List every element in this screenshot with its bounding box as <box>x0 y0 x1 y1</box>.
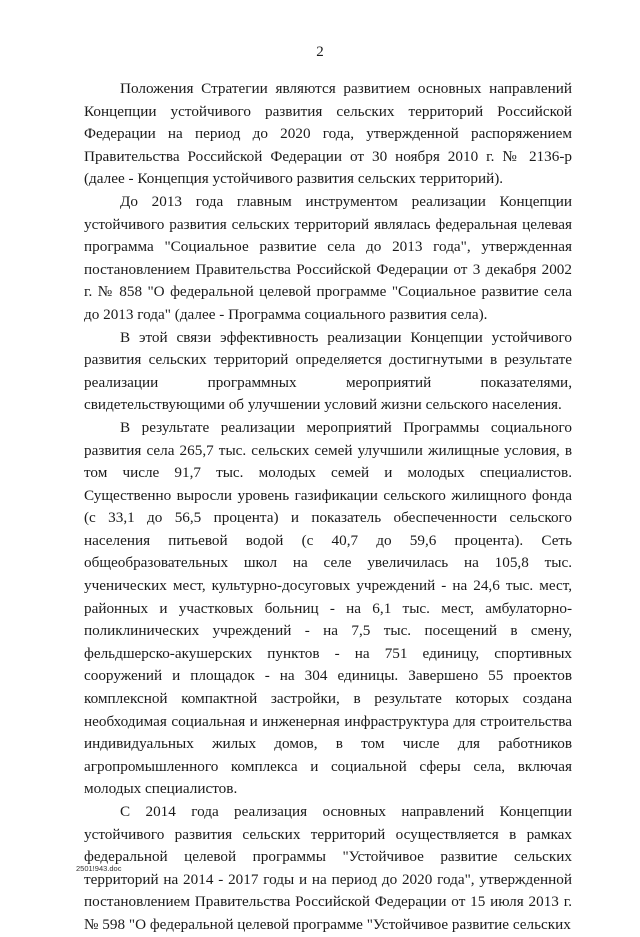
footer-filename: 2501!943.doc <box>76 864 122 873</box>
paragraph-program-results: В результате реализации мероприятий Программы социального развития села 265,7 тыс. сельских семей улучшили жилищные условия, в том числе 91,7 тыс. молодых семей и молодых специалистов. Существенно выросли уровень газификации сельского жилищного фонда (с 33,1 до 56,5 процента) и показатель обеспеченности сельского населения питьевой водой (с 40,7 до 59,6 процента). Сеть общеобразовательных школ на селе увеличилась на 105,8 тыс. ученических мест, культурно-досуговых учреждений - на 24,6 тыс. мест, районных и участковых больниц - на 6,1 тыс. мест, амбулаторно-поликлинических учреждений - на 7,5 тыс. посещений в смену, фельдшерско-акушерских пунктов - на 751 единицу, спортивных сооружений и площадок - на 304 единицы. Завершено 55 проектов комплексной компактной застройки, в результате которых создана необходимая социальная и инженерная инфраструктура для строительства индивидуальных жилых домов, в том числе для работников агропромышленного комплекса и социальной сферы села, включая молодых специалистов. <box>84 418 572 798</box>
paragraph-program-since-2014: С 2014 года реализация основных направлений Концепции устойчивого развития сельских территорий осуществляется в рамках федеральной целевой программы "Устойчивое развитие сельских территорий на 2014 - 2017 годы и на период до 2020 года", утвержденной постановлением Правительства Российской Федерации от 15 июля 2013 г. № 598 "О федеральной целевой программе "Устойчивое развитие сельских <box>84 803 572 933</box>
paragraph-efficiency: В этой связи эффективность реализации Концепции устойчивого развития сельских территорий определяется достигнутыми в результате реализации программных мероприятий показателями, свидетельствующими об улучшении условий жизни сельского населения. <box>84 328 572 414</box>
page-number: 2 <box>316 44 324 60</box>
paragraph-program-until-2013: До 2013 года главным инструментом реализации Концепции устойчивого развития сельских территорий являлась федеральная целевая программа "Социальное развитие села до 2013 года", утвержденная постановлением Правительства Российской Федерации от 3 декабря 2002 г. № 858 "О федеральной целевой программе "Социальное развитие села до 2013 года" (далее - Программа социального развития села). <box>84 192 572 323</box>
paragraph-strategy-provisions: Положения Стратегии являются развитием основных направлений Концепции устойчивого развития сельских территорий Российской Федерации на период до 2020 года, утвержденной распоряжением Правительства Российской Федерации от 30 ноября 2010 г. № 2136-р (далее - Концепция устойчивого развития сельских территорий). <box>84 80 572 188</box>
document-body <box>84 78 572 937</box>
